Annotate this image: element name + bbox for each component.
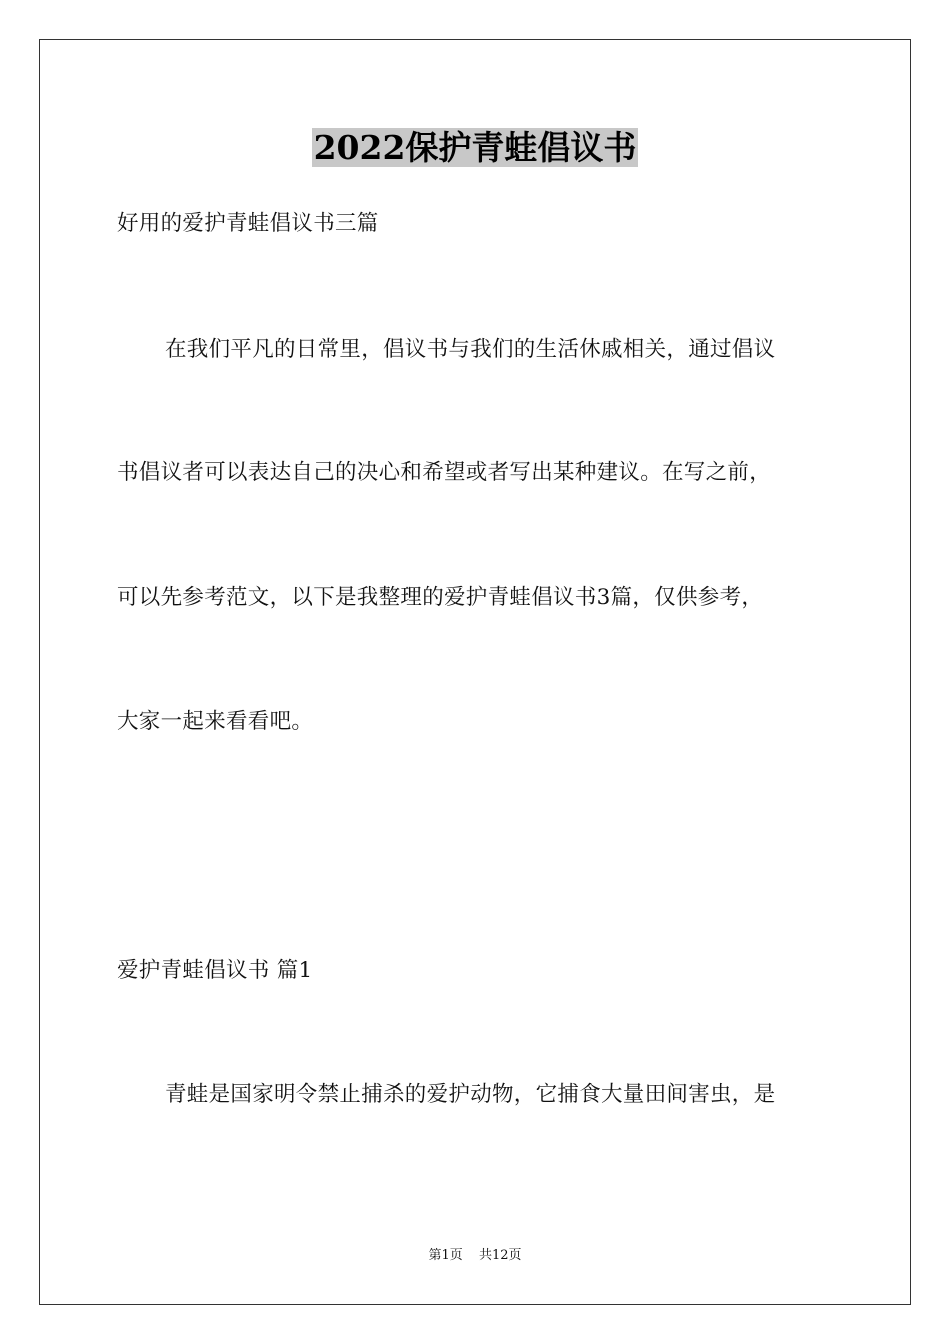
paragraph-line: 可以先参考范文，以下是我整理的爱护青蛙倡议书3篇，仅供参考， [117,585,764,610]
document-title [0,126,950,170]
page-footer [0,1247,950,1265]
document-subtitle: 好用的爱护青蛙倡议书三篇 [117,211,379,236]
section-heading: 爱护青蛙倡议书 篇1 [117,958,313,983]
paragraph-line: 在我们平凡的日常里，倡议书与我们的生活休戚相关，通过倡议 [165,337,776,362]
paragraph-line: 大家一起来看看吧。 [117,709,314,734]
paragraph-line: 青蛙是国家明令禁止捕杀的爱护动物，它捕食大量田间害虫，是 [165,1082,776,1107]
page-total: 共12页 [478,1248,522,1263]
page-number: 第1页 [428,1248,463,1263]
paragraph-line: 书倡议者可以表达自己的决心和希望或者写出某种建议。在写之前， [117,460,772,485]
document-title-text: 2022保护青蛙倡议书 [313,128,637,167]
